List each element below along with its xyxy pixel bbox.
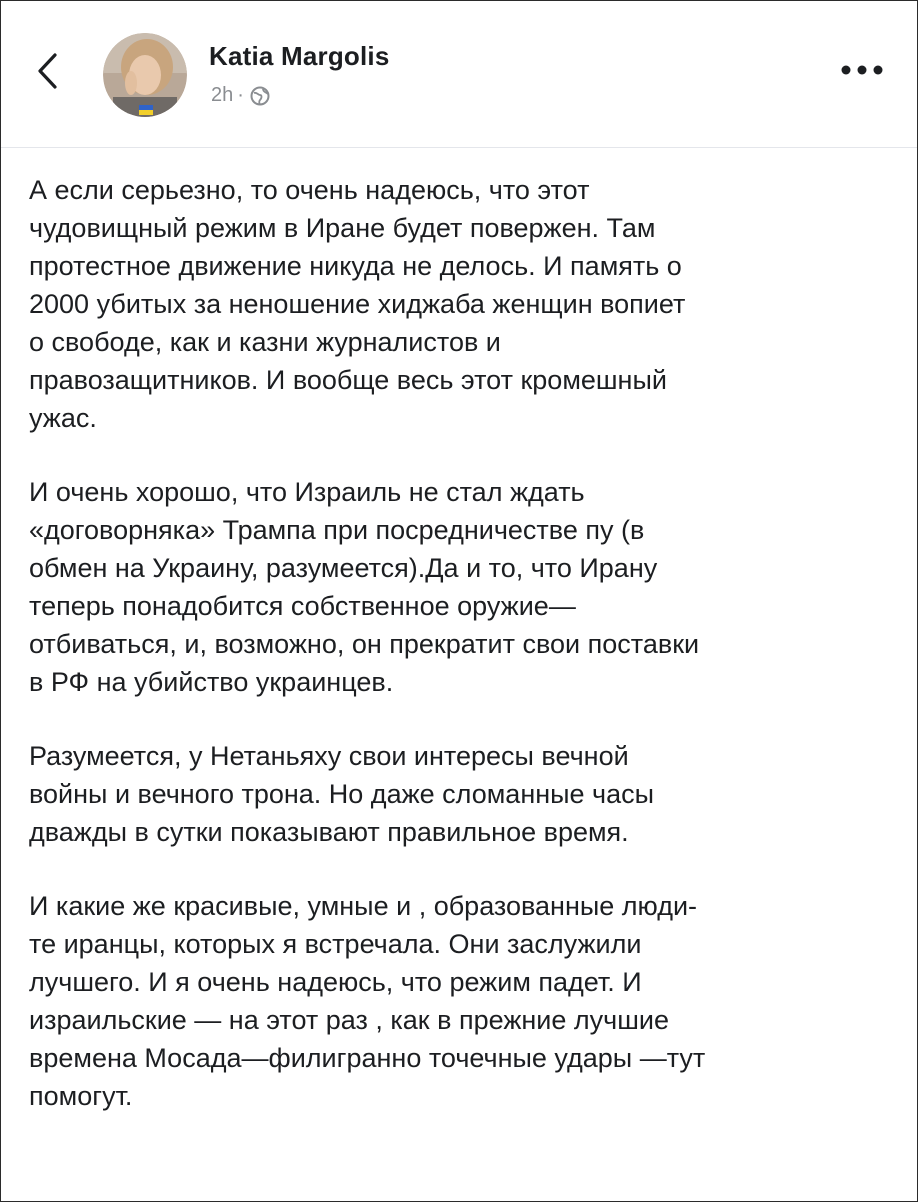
post-paragraph: И какие же красивые, умные и , образованные люди- те иранцы, которых я встречала. Они заслужили лучшего. И я очень надеюсь, что режим падет. И израильские — на этот раз , как в прежние лучшие времена Мосада—филигранно точечные удары —тут помогут. xyxy=(29,891,706,1111)
post-paragraph: А если серьезно, то очень надеюсь, что этот чудовищный режим в Иране будет повержен. Там протестное движение никуда не делось. И память о 2000 убитых за неношение хиджаба женщин вопиет о свободе, как и казни журналистов и правозащитников. И вообще весь этот кромешный ужас. xyxy=(29,175,686,433)
author-name[interactable]: Katia Margolis xyxy=(209,41,390,71)
chevron-left-icon xyxy=(35,51,59,96)
post-meta xyxy=(211,84,270,107)
avatar[interactable] xyxy=(103,33,187,117)
post-header xyxy=(1,1,917,148)
post-body xyxy=(29,171,899,1115)
meta-separator: · xyxy=(237,84,244,106)
post-paragraph: Разумеется, у Нетаньяху свои интересы вечной войны и вечного трона. Но даже сломанные часы дважды в сутки показывают правильное время. xyxy=(29,741,655,847)
post-paragraph: И очень хорошо, что Израиль не стал ждать «договорняка» Трампа при посредничестве пу (в обмен на Украину, разумеется).Да и то, что Ирану теперь понадобится собственное оружие— отбиваться, и, возможно, он прекратит свои поставки в РФ на убийство украинцев. xyxy=(29,477,700,697)
more-options-button[interactable] xyxy=(837,59,887,85)
post-time[interactable]: 2h xyxy=(211,84,234,106)
more-horizontal-icon xyxy=(840,63,884,81)
back-button[interactable] xyxy=(27,51,67,95)
globe-icon xyxy=(250,86,270,106)
